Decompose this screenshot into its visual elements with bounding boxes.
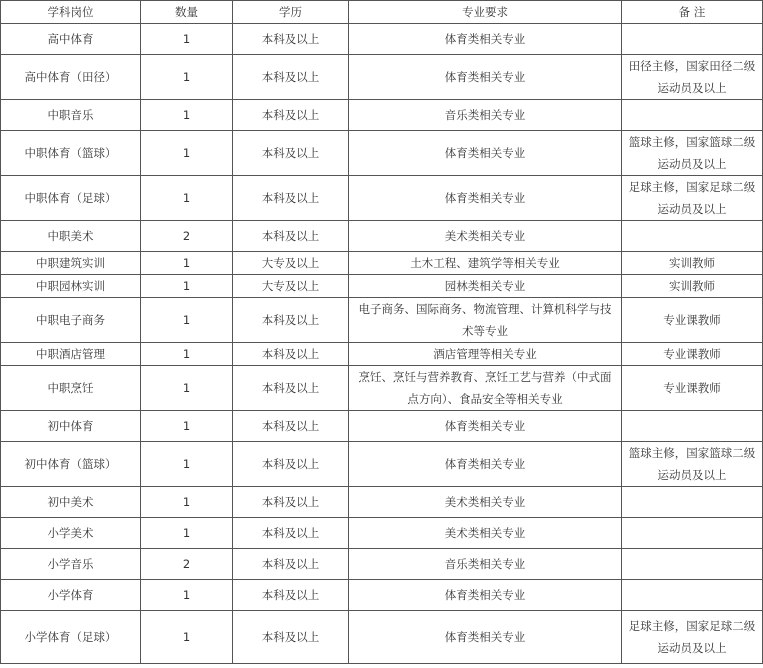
cell-note: 实训教师 (622, 275, 763, 298)
table-body (1, 24, 763, 664)
cell-count: 1 (141, 518, 233, 549)
table-row (1, 549, 763, 580)
cell-subject: 中职美术 (1, 221, 141, 252)
cell-count: 1 (141, 411, 233, 442)
cell-subject: 中职音乐 (1, 100, 141, 131)
cell-note: 篮球主修，国家篮球二级运动员及以上 (622, 442, 763, 487)
cell-requirement: 园林类相关专业 (349, 275, 622, 298)
cell-education: 本科及以上 (233, 221, 349, 252)
cell-requirement: 体育类相关专业 (349, 442, 622, 487)
cell-requirement: 土木工程、建筑学等相关专业 (349, 252, 622, 275)
cell-requirement: 音乐类相关专业 (349, 549, 622, 580)
header-requirement: 专业要求 (349, 1, 622, 24)
cell-note: 篮球主修，国家篮球二级运动员及以上 (622, 131, 763, 176)
cell-count: 1 (141, 24, 233, 55)
table-row (1, 252, 763, 275)
cell-count: 1 (141, 298, 233, 343)
cell-requirement: 美术类相关专业 (349, 487, 622, 518)
cell-note (622, 549, 763, 580)
cell-subject: 小学音乐 (1, 549, 141, 580)
table-row (1, 24, 763, 55)
cell-note (622, 487, 763, 518)
cell-count: 1 (141, 176, 233, 221)
header-note: 备 注 (622, 1, 763, 24)
cell-count: 1 (141, 275, 233, 298)
cell-education: 本科及以上 (233, 549, 349, 580)
cell-subject: 小学体育 (1, 580, 141, 611)
cell-count: 1 (141, 55, 233, 100)
header-subject: 学科岗位 (1, 1, 141, 24)
cell-subject: 小学美术 (1, 518, 141, 549)
cell-requirement: 体育类相关专业 (349, 55, 622, 100)
cell-education: 本科及以上 (233, 411, 349, 442)
cell-note: 田径主修，国家田径二级运动员及以上 (622, 55, 763, 100)
cell-subject: 高中体育（田径） (1, 55, 141, 100)
cell-count: 1 (141, 343, 233, 366)
cell-count: 1 (141, 442, 233, 487)
cell-subject: 中职酒店管理 (1, 343, 141, 366)
cell-subject: 初中体育 (1, 411, 141, 442)
cell-count: 1 (141, 100, 233, 131)
table-row (1, 442, 763, 487)
cell-requirement: 音乐类相关专业 (349, 100, 622, 131)
cell-count: 1 (141, 131, 233, 176)
cell-subject: 中职建筑实训 (1, 252, 141, 275)
cell-subject: 中职体育（足球） (1, 176, 141, 221)
cell-education: 本科及以上 (233, 487, 349, 518)
table-row (1, 221, 763, 252)
cell-requirement: 体育类相关专业 (349, 611, 622, 664)
cell-note: 实训教师 (622, 252, 763, 275)
cell-education: 本科及以上 (233, 442, 349, 487)
cell-note (622, 24, 763, 55)
table-row (1, 411, 763, 442)
cell-subject: 中职烹饪 (1, 366, 141, 411)
cell-count: 1 (141, 611, 233, 664)
cell-subject: 初中体育（篮球） (1, 442, 141, 487)
cell-note: 足球主修，国家足球二级运动员及以上 (622, 176, 763, 221)
table-row (1, 55, 763, 100)
cell-education: 本科及以上 (233, 100, 349, 131)
cell-subject: 中职电子商务 (1, 298, 141, 343)
cell-requirement: 体育类相关专业 (349, 24, 622, 55)
cell-note (622, 100, 763, 131)
table-row (1, 366, 763, 411)
cell-note (622, 580, 763, 611)
table-row (1, 275, 763, 298)
table-row (1, 298, 763, 343)
cell-count: 1 (141, 366, 233, 411)
header-count: 数量 (141, 1, 233, 24)
cell-count: 2 (141, 549, 233, 580)
cell-count: 1 (141, 580, 233, 611)
table-header-row (1, 1, 763, 24)
cell-education: 大专及以上 (233, 252, 349, 275)
header-education: 学历 (233, 1, 349, 24)
cell-note: 专业课教师 (622, 298, 763, 343)
cell-count: 1 (141, 487, 233, 518)
cell-count: 2 (141, 221, 233, 252)
cell-subject: 小学体育（足球） (1, 611, 141, 664)
cell-subject: 中职园林实训 (1, 275, 141, 298)
cell-education: 本科及以上 (233, 55, 349, 100)
cell-requirement: 美术类相关专业 (349, 518, 622, 549)
cell-note (622, 518, 763, 549)
table-row (1, 100, 763, 131)
table-row (1, 611, 763, 664)
cell-education: 本科及以上 (233, 343, 349, 366)
cell-requirement: 美术类相关专业 (349, 221, 622, 252)
cell-education: 本科及以上 (233, 131, 349, 176)
cell-education: 本科及以上 (233, 611, 349, 664)
cell-requirement: 体育类相关专业 (349, 176, 622, 221)
cell-subject: 初中美术 (1, 487, 141, 518)
table-row (1, 518, 763, 549)
cell-requirement: 电子商务、国际商务、物流管理、计算机科学与技术等专业 (349, 298, 622, 343)
cell-note (622, 221, 763, 252)
cell-subject: 中职体育（篮球） (1, 131, 141, 176)
cell-requirement: 烹饪、烹饪与营养教育、烹饪工艺与营养（中式面点方向）、食品安全等相关专业 (349, 366, 622, 411)
cell-requirement: 体育类相关专业 (349, 580, 622, 611)
cell-note: 专业课教师 (622, 366, 763, 411)
cell-requirement: 酒店管理等相关专业 (349, 343, 622, 366)
table-row (1, 580, 763, 611)
cell-education: 本科及以上 (233, 366, 349, 411)
table-row (1, 343, 763, 366)
cell-note (622, 411, 763, 442)
cell-subject: 高中体育 (1, 24, 141, 55)
cell-education: 本科及以上 (233, 518, 349, 549)
cell-requirement: 体育类相关专业 (349, 131, 622, 176)
cell-education: 本科及以上 (233, 298, 349, 343)
cell-count: 1 (141, 252, 233, 275)
cell-note: 专业课教师 (622, 343, 763, 366)
table-row (1, 487, 763, 518)
cell-education: 本科及以上 (233, 24, 349, 55)
cell-education: 本科及以上 (233, 176, 349, 221)
cell-note: 足球主修，国家足球二级运动员及以上 (622, 611, 763, 664)
cell-education: 大专及以上 (233, 275, 349, 298)
table-row (1, 176, 763, 221)
cell-requirement: 体育类相关专业 (349, 411, 622, 442)
table-row (1, 131, 763, 176)
cell-education: 本科及以上 (233, 580, 349, 611)
